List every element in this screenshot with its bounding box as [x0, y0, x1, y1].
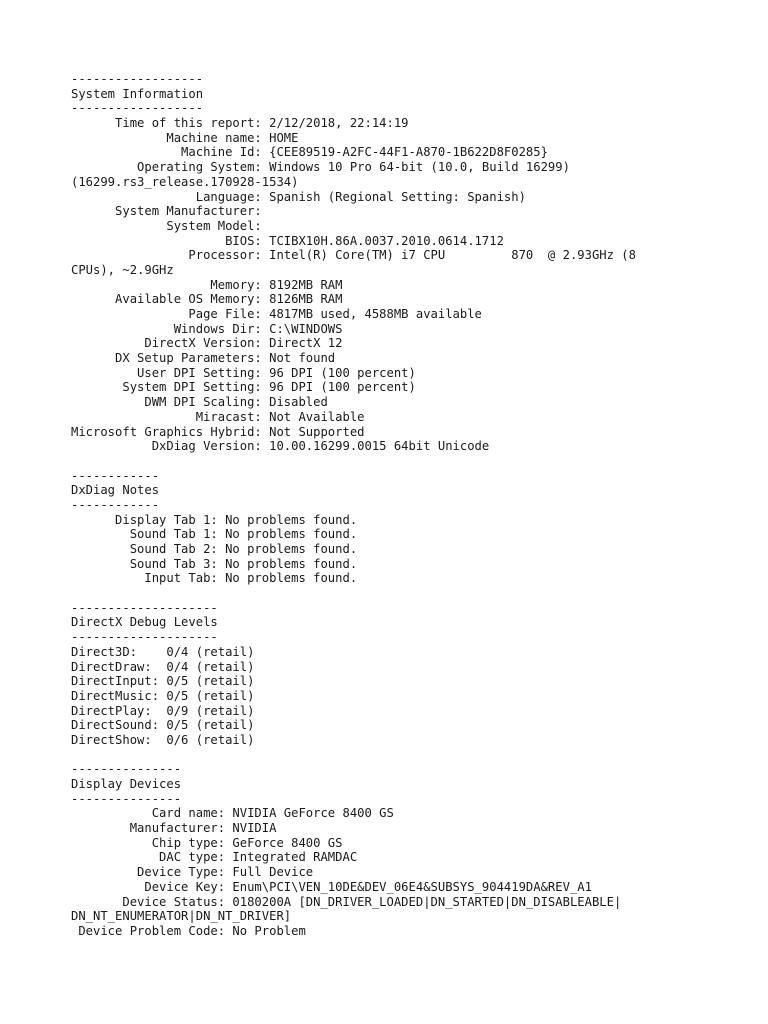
report-line: Device Problem Code: No Problem: [71, 923, 306, 938]
report-line: DirectX Version: DirectX 12: [71, 336, 343, 351]
report-line: DirectInput: 0/5 (retail): [71, 674, 255, 689]
report-line: Machine Id: {CEE89519-A2FC-44F1-A870-1B622D8F0285}: [71, 145, 548, 160]
report-line: Display Tab 1: No problems found.: [71, 512, 358, 527]
report-line: Direct3D: 0/4 (retail): [71, 644, 255, 659]
report-line: [71, 586, 751, 601]
report-line: Memory: 8192MB RAM: [71, 277, 343, 292]
report-line: DirectDraw: 0/4 (retail): [71, 659, 255, 674]
report-line: System DPI Setting: 96 DPI (100 percent): [71, 380, 416, 395]
report-line: DirectShow: 0/6 (retail): [71, 732, 255, 747]
report-line: BIOS: TCIBX10H.86A.0037.2010.0614.1712: [71, 233, 504, 248]
report-line: DirectX Debug Levels: [71, 615, 218, 630]
dxdiag-report-text: [71, 72, 751, 939]
report-line: Processor: Intel(R) Core(TM) i7 CPU 870 @ 2.93GHz (8: [71, 248, 636, 263]
report-line: --------------------: [71, 630, 218, 645]
report-line: Sound Tab 1: No problems found.: [71, 527, 358, 542]
report-line: DWM DPI Scaling: Disabled: [71, 395, 328, 410]
report-line: Chip type: GeForce 8400 GS: [71, 835, 343, 850]
report-line: DirectMusic: 0/5 (retail): [71, 688, 255, 703]
report-line: System Model:: [71, 218, 270, 233]
report-line: Operating System: Windows 10 Pro 64-bit (10.0, Build 16299): [71, 160, 570, 175]
report-line: [71, 748, 751, 763]
report-line: ------------------: [71, 72, 204, 86]
report-line: DN_NT_ENUMERATOR|DN_NT_DRIVER]: [71, 909, 292, 924]
report-line: ---------------: [71, 762, 182, 777]
report-line: Device Status: 0180200A [DN_DRIVER_LOADED|DN_STARTED|DN_DISABLEABLE|: [71, 894, 622, 909]
report-line: Time of this report: 2/12/2018, 22:14:19: [71, 116, 409, 131]
report-line: (16299.rs3_release.170928-1534): [71, 174, 299, 189]
report-line: Windows Dir: C:\WINDOWS: [71, 321, 343, 336]
report-line: System Manufacturer:: [71, 204, 270, 219]
report-line: System Information: [71, 86, 204, 101]
report-line: DX Setup Parameters: Not found: [71, 351, 336, 366]
report-line: ------------------: [71, 101, 204, 116]
report-line: ------------: [71, 497, 160, 512]
report-line: DirectSound: 0/5 (retail): [71, 718, 255, 733]
report-line: DxDiag Notes: [71, 483, 160, 498]
report-line: Sound Tab 3: No problems found.: [71, 556, 358, 571]
report-line: DxDiag Version: 10.00.16299.0015 64bit Unicode: [71, 439, 490, 454]
report-line: ---------------: [71, 791, 182, 806]
report-line: Card name: NVIDIA GeForce 8400 GS: [71, 806, 394, 821]
report-line: Input Tab: No problems found.: [71, 571, 358, 586]
report-line: Sound Tab 2: No problems found.: [71, 542, 358, 556]
report-line: DirectPlay: 0/9 (retail): [71, 703, 255, 718]
report-line: CPUs), ~2.9GHz: [71, 262, 174, 277]
report-line: Miracast: Not Available: [71, 409, 365, 424]
report-line: Microsoft Graphics Hybrid: Not Supported: [71, 424, 365, 439]
report-line: DAC type: Integrated RAMDAC: [71, 850, 358, 865]
report-line: Device Type: Full Device: [71, 865, 314, 880]
report-line: Page File: 4817MB used, 4588MB available: [71, 307, 482, 321]
report-line: ------------: [71, 468, 160, 483]
report-line: Device Key: Enum\PCI\VEN_10DE&DEV_06E4&SUBSYS_904419DA&REV_A1: [71, 879, 592, 894]
report-line: Manufacturer: NVIDIA: [71, 821, 277, 836]
report-line: Machine name: HOME: [71, 130, 299, 145]
report-line: --------------------: [71, 600, 218, 615]
report-line: Available OS Memory: 8126MB RAM: [71, 292, 343, 307]
report-line: Display Devices: [71, 777, 182, 791]
report-line: Language: Spanish (Regional Setting: Spanish): [71, 189, 526, 204]
report-line: User DPI Setting: 96 DPI (100 percent): [71, 365, 416, 380]
report-line: [71, 454, 751, 469]
